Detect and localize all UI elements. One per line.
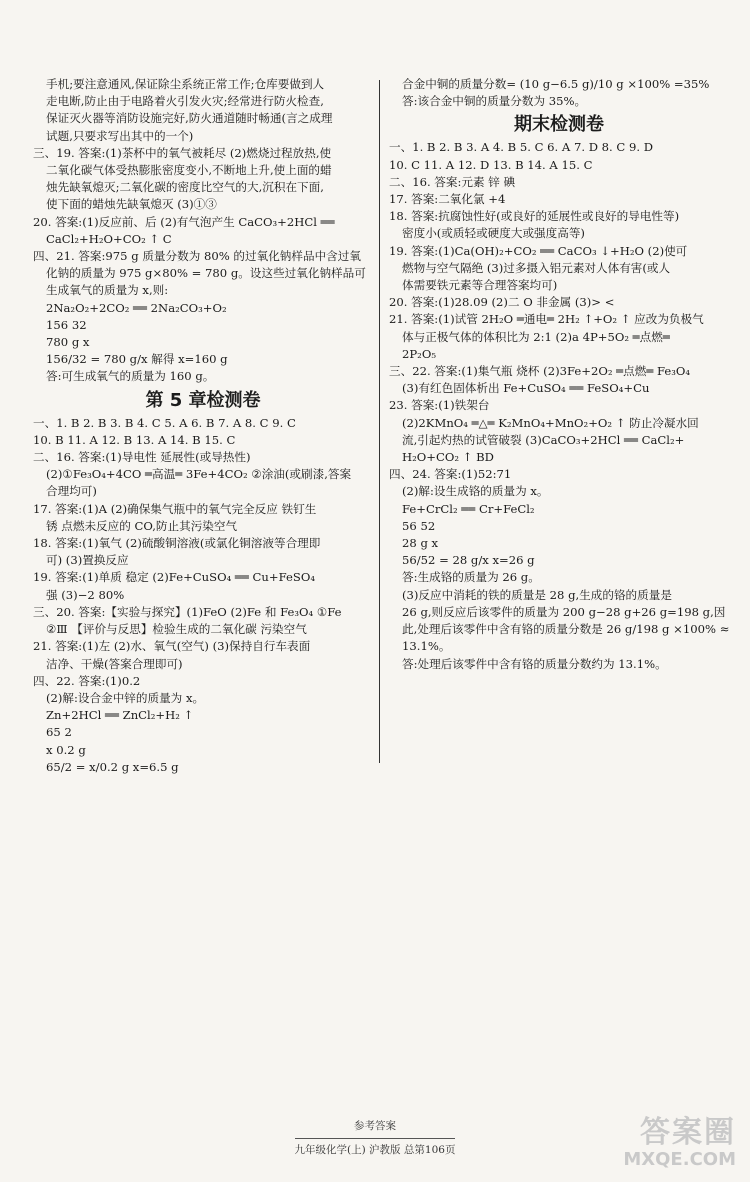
watermark-text: 答案圈 <box>640 1115 736 1150</box>
answer-line: 锈 点燃未反应的 CO,防止其污染空气 <box>46 518 238 533</box>
answer-line: 65 2 <box>46 725 72 740</box>
left-column <box>33 76 373 776</box>
answer-line: (2)①Fe₃O₄+4CO ═高温═ 3Fe+4CO₂ ②涂油(或刷漆,答案 <box>46 467 352 482</box>
answer-line: 21. 答案:(1)试管 2H₂O ═通电═ 2H₂ ↑+O₂ ↑ 应改为负极气 <box>389 312 704 327</box>
answer-line: (2)解:设生成铬的质量为 x。 <box>402 484 549 499</box>
watermark-url: MXQE.COM <box>623 1149 736 1170</box>
answer-line: 答:该合金中铜的质量分数为 35%。 <box>402 94 587 109</box>
answer-line: 156/32 = 780 g/x 解得 x=160 g <box>46 352 228 367</box>
answer-line: 三、20. 答案:【实验与探究】(1)FeO (2)Fe 和 Fe₃O₄ ①Fe <box>33 604 342 619</box>
answer-line: 17. 答案:(1)A (2)确保集气瓶中的氧气完全反应 铁钉生 <box>33 501 317 516</box>
answer-line: 三、22. 答案:(1)集气瓶 烧杯 (2)3Fe+2O₂ ═点燃═ Fe₃O₄ <box>389 364 691 379</box>
answer-line: 17. 答案:二氧化氯 +4 <box>389 192 506 207</box>
answer-line: 此,处理后该零件中含有铬的质量分数是 26 g/198 g ×100% ≈ <box>402 622 730 637</box>
watermark-logo <box>596 1116 736 1172</box>
answer-line: (2)2KMnO₄ ═△═ K₂MnO₄+MnO₂+O₂ ↑ 防止冷凝水回 <box>402 415 699 430</box>
answer-line: 21. 答案:(1)左 (2)水、氧气(空气) (3)保持自行车表面 <box>33 639 311 654</box>
answer-line: 56 52 <box>402 518 436 533</box>
answer-line: 一、1. B 2. B 3. B 4. C 5. A 6. B 7. A 8. C 9. C <box>33 415 296 430</box>
answer-line: 可) (3)置换反应 <box>46 553 129 568</box>
answer-line: x 0.2 g <box>46 742 86 757</box>
answer-line: 四、21. 答案:975 g 质量分数为 80% 的过氧化钠样品中含过氧 <box>33 249 361 264</box>
answer-line: 156 32 <box>46 317 87 332</box>
answer-line: 20. 答案:(1)反应前、后 (2)有气泡产生 CaCO₃+2HCl ══ <box>33 214 335 229</box>
answer-line: 四、22. 答案:(1)0.2 <box>33 673 141 688</box>
answer-line: 780 g x <box>46 335 90 350</box>
answer-line: 使下面的蜡烛先缺氧熄灭 (3)①③ <box>46 197 217 212</box>
answer-line: 洁净、干燥(答案合理即可) <box>46 656 183 671</box>
answer-line: 体需要铁元素等合理答案均可) <box>402 278 558 293</box>
answer-line: 三、19. 答案:(1)茶杯中的氧气被耗尽 (2)燃烧过程放热,使 <box>33 145 332 160</box>
answer-line: H₂O+CO₂ ↑ BD <box>402 450 494 465</box>
answer-line: 答:可生成氧气的质量为 160 g。 <box>46 369 215 384</box>
answer-line: ②Ⅲ 【评价与反思】检验生成的二氧化碳 污染空气 <box>46 622 307 637</box>
answer-line: (2)解:设合金中锌的质量为 x。 <box>46 690 205 705</box>
answer-line: (3)反应中消耗的铁的质量是 28 g,生成的铬的质量是 <box>402 587 672 602</box>
answer-line: 合金中铜的质量分数= (10 g−6.5 g)/10 g ×100% =35% <box>402 77 710 91</box>
answer-line: 燃物与空气隔绝 (3)过多摄入铝元素对人体有害(或人 <box>402 260 671 275</box>
answer-line: 18. 答案:抗腐蚀性好(或良好的延展性或良好的导电性等) <box>389 209 680 224</box>
answer-line: (3)有红色固体析出 Fe+CuSO₄ ══ FeSO₄+Cu <box>402 381 650 396</box>
answer-line: 2Na₂O₂+2CO₂ ══ 2Na₂CO₃+O₂ <box>46 300 227 315</box>
answer-line: 19. 答案:(1)Ca(OH)₂+CO₂ ══ CaCO₃ ↓+H₂O (2)使可 <box>389 243 688 258</box>
answer-line: 试题,只要求写出其中的一个) <box>46 128 194 143</box>
answer-line: 26 g,则反应后该零件的质量为 200 g−28 g+26 g=198 g,因 <box>402 604 726 619</box>
footer-rule <box>295 1138 455 1139</box>
answer-line: 生成氧气的质量为 x,则: <box>46 283 169 298</box>
answer-line: 化钠的质量为 975 g×80% = 780 g。设这些过氧化钠样品可 <box>46 266 366 281</box>
right-column <box>389 76 729 673</box>
answer-line: 密度小(或质轻或硬度大或强度高等) <box>402 226 585 241</box>
answer-line: 56/52 = 28 g/x x=26 g <box>402 553 535 568</box>
answer-line: 2P₂O₅ <box>402 346 436 361</box>
answer-line: 18. 答案:(1)氧气 (2)硫酸铜溶液(或氯化铜溶液等合理即 <box>33 536 321 551</box>
answer-line: 23. 答案:(1)铁架台 <box>389 398 490 413</box>
answer-line: 答:处理后该零件中含有铬的质量分数约为 13.1%。 <box>402 656 667 671</box>
answer-line: 合理均可) <box>46 484 97 499</box>
answer-line: 体与正极气体的体积比为 2:1 (2)a 4P+5O₂ ═点燃═ <box>402 329 670 344</box>
answer-line: 保证灭火器等消防设施完好,防火通道随时畅通(言之成理 <box>46 111 333 126</box>
answer-line: 一、1. B 2. B 3. A 4. B 5. C 6. A 7. D 8. C 9. D <box>389 140 654 155</box>
answer-line: 烛先缺氧熄灭;二氧化碳的密度比空气的大,沉积在下面, <box>46 180 324 195</box>
answer-line: 19. 答案:(1)单质 稳定 (2)Fe+CuSO₄ ══ Cu+FeSO₄ <box>33 570 315 585</box>
answer-line: 20. 答案:(1)28.09 (2)二 O 非金属 (3)> < <box>389 295 615 310</box>
column-divider <box>379 80 380 763</box>
answer-line: 答:生成铬的质量为 26 g。 <box>402 570 540 585</box>
answer-line: 手机;要注意通风,保证除尘系统正常工作;仓库要做到人 <box>46 77 325 91</box>
answer-line: 10. B 11. A 12. B 13. A 14. B 15. C <box>33 432 236 447</box>
answer-line: 强 (3)−2 80% <box>46 587 125 602</box>
footer-page-info: 九年级化学(上) 沪教版 总第106页 <box>294 1144 456 1157</box>
answer-line: 13.1%。 <box>402 639 451 654</box>
answer-line: Fe+CrCl₂ ══ Cr+FeCl₂ <box>402 501 535 516</box>
answer-line: 10. C 11. A 12. D 13. B 14. A 15. C <box>389 157 593 172</box>
answer-line: 28 g x <box>402 536 439 551</box>
section-title: 第 5 章检测卷 <box>145 389 261 411</box>
footer-title: 参考答案 <box>354 1120 396 1132</box>
answer-line: 流,引起灼热的试管破裂 (3)CaCO₃+2HCl ══ CaCl₂+ <box>402 432 685 447</box>
answer-line: 四、24. 答案:(1)52:71 <box>389 467 512 482</box>
answer-line: 走电断,防止由于电路着火引发火灾;经常进行防火检查, <box>46 94 324 109</box>
section-title: 期末检测卷 <box>514 114 604 136</box>
answer-line: 65/2 = x/0.2 g x=6.5 g <box>46 759 179 774</box>
answer-line: CaCl₂+H₂O+CO₂ ↑ C <box>46 231 172 246</box>
answer-line: 二、16. 答案:(1)导电性 延展性(或导热性) <box>33 450 251 465</box>
answer-line: 二氧化碳气体受热膨胀密度变小,不断地上升,使上面的蜡 <box>46 163 332 178</box>
answer-line: 二、16. 答案:元素 锌 碘 <box>389 174 516 189</box>
answer-line: Zn+2HCl ══ ZnCl₂+H₂ ↑ <box>46 708 194 723</box>
